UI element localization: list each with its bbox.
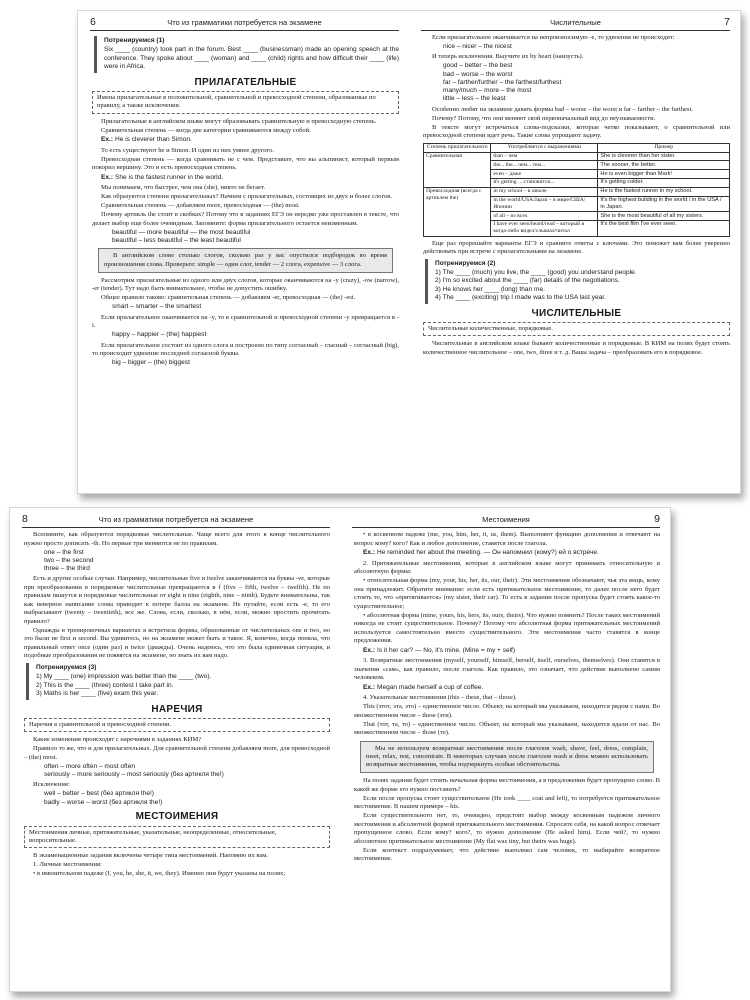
word-list	[44, 790, 330, 807]
paragraph: Как образуются степени прилагательных? Начнем с прилагательных, состоящих из двух и более слогов.	[101, 193, 392, 201]
list-item: far – farther/further – the farthest/furthest	[443, 78, 562, 86]
list-item: one – the first	[44, 548, 84, 556]
bullet-text: относительная форма (my, your, his, her, its, our, their). Эти местоимения обозначают, чья эта вещь, кому она принадлежит. Обратите внимание: если есть притяжательное местоимение, то далее после него будет стоять то, что «притягивается» (my sister, their car). То есть в задании после пропуска будет стоять какое-то существительное;	[354, 577, 660, 610]
page-header	[90, 16, 399, 31]
paragraph: This (этот, эта, это) – единственное число. Объект, на который мы указываем, находится рядом с нами. Во множественном числе – these (эти).	[354, 703, 660, 719]
page-number: 6	[90, 16, 96, 28]
practice-box	[425, 259, 730, 304]
paragraph: На полях задания будет стоять начальная форма местоимения, а в предложении будет пропущено слово. В какой же форме его нужно поставить?	[354, 777, 660, 793]
table-cell: She is cleverer than her sister.	[598, 152, 730, 161]
practice-item: 1) The ____ (much) you live, the ____ (good) you understand people.	[435, 268, 637, 276]
note-box: В английском слове столько слогов, сколько раз у вас опустился подбородок во время произношения слова. Проверьте: simple — один слог, tender — 2 слога, expensive — 3 слога.	[98, 248, 393, 273]
list-item: many/much – more – the most	[443, 87, 532, 95]
table-cell: even – даже	[491, 170, 598, 179]
bullet-text: в именительном падеже (I, you, he, she, it, we, they). Именно они будут указаны на полях;	[36, 870, 286, 878]
practice-title: Потренируемся (2)	[435, 259, 496, 267]
paragraph: Еще раз прорешайте варианты ЕГЭ и сравните ответы с ключами. Это поможет вам более уверенно действовать при встрече с прилагательными на экзамене.	[423, 239, 730, 256]
word-list	[44, 763, 330, 780]
table-cell: in my school – в школе	[491, 187, 598, 196]
practice-item: 3) He knows her ____ (long) than me.	[435, 285, 545, 293]
example-text: He is cleverer than Simon.	[115, 136, 192, 144]
section-title: ЧИСЛИТЕЛЬНЫЕ	[531, 307, 622, 319]
bullet-text: в косвенном падеже (me, you, him, her, it, us, them). Выполняют функцию дополнения и отвечают на вопрос кому? кого? Как и любое дополнение, ставятся после глагола.	[354, 531, 660, 547]
paragraph: 2. Притяжательные местоимения, которые в английском языке могут принимать относительную и абсолютную формы:	[354, 559, 660, 575]
list-item: nice – nicer – the nicest	[443, 43, 512, 50]
paragraph: Если прилагательное оканчивается на -y, то в сравнительной и превосходной степени -y превращается в -i.	[92, 313, 399, 330]
rule-box: Местоимения личные, притяжательные, указательные, неопределенные, относительные, вопросительные.	[24, 826, 330, 849]
section-title: МЕСТОИМЕНИЯ	[135, 811, 219, 822]
practice-text: Six ____ (country) took part in the forum. Best ____ (businessman) made an opening speech at the conference. They spoke about ____ (woman) and ____ (child) rights and how difficult their ____ (life) were in Africa.	[104, 46, 399, 71]
list-item: good – better – the best	[443, 62, 513, 70]
example-label: Ex.:	[363, 646, 376, 654]
paragraph: Почему? Потому, что они меняют свой первоначальный вид до неузнаваемости.	[432, 114, 656, 122]
practice-item: 4) The ____ (exciting) trip I made was to the USA last year.	[435, 294, 606, 302]
page-number: 8	[22, 513, 28, 525]
example-text: Megan made herself a cup of coffee.	[377, 683, 484, 691]
paragraph: That (тот, та, то) – единственное число. Объект, на который мы указываем, находится вдали от нас. Во множественном числе – those (те).	[354, 720, 660, 736]
practice-item: 3) Maths is her ____ (five) exam this year.	[36, 690, 158, 698]
paragraph: 4. Указательные местоимения (this – these, that – those).	[363, 694, 517, 701]
practice-item: 2) This is the ____ (three) contest I take part in.	[36, 681, 174, 689]
word-list	[112, 331, 399, 339]
paragraph: Мы понимаем, что быстрее, чем она (she), никто не бегает.	[101, 184, 266, 192]
running-title: Что из грамматики потребуется на экзамене	[167, 18, 322, 27]
page-number: 9	[654, 513, 660, 525]
list-item: seriously – more seriously – most seriously (без артикля the!)	[44, 771, 224, 779]
practice-item: 2) I'm so excited about the ____ (far) details of the negotiations.	[435, 277, 620, 285]
list-item: beautiful — more beautiful — the most beautiful	[112, 228, 251, 236]
paragraph: И теперь исключения. Выучите их by heart (наизусть).	[432, 53, 584, 61]
paragraph: Прилагательные в английском языке могут образовывать сравнительную и превосходную степень.	[101, 117, 377, 125]
table-cell: Превосходная (всегда с артиклем the)	[424, 187, 491, 236]
paragraph: Особенно любят на экзамене давать формы bad – worse – the worst и far – farther – the furthest.	[432, 105, 693, 113]
table-row	[424, 187, 730, 196]
example-text: He reminded her about the meeting. — Он напомнил (кому?) ей о встрече.	[377, 549, 599, 556]
paragraph: Общее правило таково: сравнительная степень — добавляем -er, превосходная — (the) -est.	[101, 294, 356, 302]
list-item: three – the third	[44, 565, 90, 573]
page-9	[340, 508, 670, 991]
paragraph: 1. Личные местоимения:	[33, 861, 102, 869]
table-cell: She is the most beautiful of all my sisters.	[598, 212, 730, 221]
page-body	[354, 531, 660, 864]
example-label: Ex.:	[363, 549, 376, 556]
paragraph: То есть существуют he и Simon. И один из них умнее другого.	[101, 146, 274, 154]
list-item: two – the second	[44, 556, 94, 564]
grammar-table	[423, 143, 730, 237]
table-cell: It's getting colder.	[598, 178, 730, 187]
page-8	[10, 508, 340, 991]
page-header	[352, 513, 660, 528]
bullet-item: • относительная форма (my, your, his, her, its, our, their). Эти местоимения обозначают, чья эта вещь, кому она принадлежит. Обратите внимание: если есть притяжательное местоимение, то далее после него будет стоять то, что «притягивается» (my sister, their car). То есть в задании после пропуска будет стоять какое-то существительное;	[354, 577, 660, 610]
table-header: Степень прилагательного	[424, 143, 491, 152]
table-cell: The sooner, the better.	[598, 161, 730, 170]
word-list	[44, 549, 330, 574]
rule-box: Имена прилагательные в положительной, сравнительной и превосходной степени, образованные по правилу, а также исключения.	[92, 91, 399, 114]
paragraph: Однажды в тренировочных вариантах я встретила формы, образованные от числительных one и two, но это были не first и second. Вы удивитесь, но на экзамене может быть и такое. Я, конечно, когда поняла, что правильный ответ once (один раз) и twice (дважды). Очень надеюсь, что это была единичная ситуация, и подобные преобразования не появятся на экзамене, но знать их вам надо.	[24, 626, 330, 660]
example-label: Ex.:	[363, 683, 376, 691]
table-cell: He is the fastest runner in my school.	[598, 187, 730, 196]
table-cell: it's getting ... становится...	[491, 178, 598, 187]
paragraph: Если контекст подразумевает, что действие выполнял сам человек, то выбирайте возвратное местоимение.	[354, 846, 660, 863]
paragraph: Есть и другие особые случаи. Например, числительные five и twelve заканчиваются на буквы -ve, которые при преобразовании в порядковые числительные превращаются в f (five – fifth, twelve – twelfth). Не по правилам пишутся и порядковые числительные от eight и nine (eighth, nine – ninth). Будьте внимательны, так как неверное написание слова приводит к потере балла на экзамене. Не путайте, если есть -e, то его выбрасывают (twenty – twentieth), все же. Слова, если, сколько, в нём, если, можно простить прочитать правило?	[24, 575, 330, 625]
paragraph: Рассмотрим прилагательные из одного или двух слогов, которые оканчиваются на -y (crazy), -ow (narrow), -er (tender). Тут надо быть внимательнее, чтобы не допустить ошибку.	[92, 276, 399, 293]
example-label: Ex.:	[101, 136, 114, 144]
list-item: little – less – the least	[443, 95, 506, 103]
table-cell: the... the... чем... тем...	[491, 161, 598, 170]
page-body	[24, 531, 330, 879]
example	[363, 549, 660, 558]
paragraph: Если после пропуска стоит существительное (He took ____ coat and left), то потребуется притяжательное местоимение. В нашем примере – his.	[354, 794, 660, 811]
table-cell: It's the best film I've ever seen.	[598, 220, 730, 236]
paragraph: Если прилагательное оканчивается на непроизносимую -e, то удвоения не происходит:	[432, 34, 675, 41]
page-header	[22, 513, 330, 528]
table-cell: I have ever seen/heard/read – который я когда-либо видел/слышал/читал	[491, 220, 598, 236]
example	[101, 136, 399, 145]
list-item: well – better – best (без артикля the!)	[44, 790, 154, 798]
book-spread-bottom	[9, 507, 671, 992]
table-cell: Сравнительная	[424, 152, 491, 187]
list-item: beautiful – less beautiful – the least beautiful	[112, 237, 241, 245]
word-list	[443, 62, 730, 103]
table-cell: He is even bigger than Mark!	[598, 170, 730, 179]
list-item: smart – smarter – the smartest	[112, 303, 202, 311]
paragraph: Какие изменения происходят с наречиями в заданиях КИМ?	[33, 736, 202, 744]
table-header: Пример	[598, 143, 730, 152]
paragraph: Сравнительная степень — когда две категории сравниваются между собой.	[101, 126, 311, 134]
running-title: Числительные	[550, 18, 601, 27]
bullet-item: • в именительном падеже (I, you, he, she, it, we, they). Именно они будут указаны на полях;	[33, 870, 286, 878]
paragraph: Исключения:	[33, 781, 70, 789]
table-header: Употребляется с выражениями	[491, 143, 598, 152]
rule-box: Наречия в сравнительной и превосходной степени.	[24, 718, 330, 732]
book-spread-top	[77, 10, 741, 494]
example-text: Is it her car? — No, it's mine. (Mine = my + self)	[377, 646, 516, 654]
paragraph: Вспомните, как образуются порядковые числительные. Чаще всего для этого в конце числительного нужно просто дописать -th. Но первые три меняются не по правилам.	[24, 531, 330, 547]
paragraph: Сравнительная степень — добавляем more, превосходная — (the) most.	[101, 202, 300, 210]
table-row	[424, 152, 730, 161]
table-header-row	[424, 143, 730, 152]
list-item: often – more often – most often	[44, 762, 135, 770]
word-list	[112, 359, 399, 367]
bullet-text: абсолютная форма (mine, yours, his, hers, its, ours, theirs). Что нужно помнить? После таких местоимений никогда не стоит существительное. Почему? Потому что абсолютная форма притяжательных местоимений используется самостоятельно вместо существительного. Эти местоимения часто ставятся в конце предложения.	[354, 611, 660, 644]
list-item: happy – happier – (the) happiest	[112, 331, 207, 339]
list-item: badly – worse – worst (без артикля the!)	[44, 798, 163, 806]
list-item: big – bigger – (the) biggest	[112, 359, 190, 366]
running-title: Местоимения	[482, 515, 530, 524]
example	[363, 647, 660, 656]
paragraph: 3. Возвратные местоимения (myself, yourself, himself, herself, itself, ourselves, themselves). Они ставятся в значении «сам», как правило, после глагола. Как правило, это означает, что действие выполнено самим человеком.	[354, 657, 660, 681]
page-header	[421, 16, 730, 31]
paragraph: В тексте могут встречаться слова-подсказки, которые четко показывают, о сравнительной или превосходной степени идет речь. Такие слова упрощают задачу.	[423, 123, 730, 140]
paragraph: Числительные в английском языке бывают количественные и порядковые. В КИМ на полях будет стоять количественное числительное – one, two, three и т. д. Ваша задача – преобразовать его в порядковое.	[423, 340, 730, 356]
paragraph: Правило то же, что и для прилагательных. Для сравнительной степени добавляем more, для превосходной – (the) most.	[24, 745, 330, 761]
practice-item: 1) My ____ (one) impression was better than the ____ (two).	[36, 673, 212, 681]
list-item: bad – worse – the worst	[443, 70, 513, 78]
paragraph: В экзаменационные задания включены четыре типа местоимений. Напомню их вам.	[33, 852, 269, 860]
bullet-item: • в косвенном падеже (me, you, him, her, it, us, them). Выполняют функцию дополнения и отвечают на вопрос кому? кого? Как и любое дополнение, ставятся после глагола.	[354, 531, 660, 547]
practice-title: Потренируемся (1)	[104, 37, 165, 44]
paragraph: Если существительного нет, то, очевидно, предстоит выбор между косвенным падежом личного местоимения и абсолютной формой притяжательного местоимения. Спросите себя, на какой вопрос отвечает пропущенное слово. Если кому? кого?, то нужно дополнение (He asked him). Если чей?, то нужно абсолютное притяжательное местоимение (My flat was tiny, but theirs was huge).	[354, 812, 660, 845]
note-box: Мы не используем возвратные местоимения после глаголов wash, shave, feel, dress, complain, meet, relax, rest, concentrate. В некоторых случаях после глаголов wash и dress можно использовать возвратные местоимения, чтобы подчеркнуть особые обстоятельства.	[360, 741, 654, 774]
paragraph: Почему артикль the стоит в скобках? Потому что в заданиях ЕГЭ он нередко уже проставлен в тексте, что делает выбор еще более очевидным. Запомните: форма прилагательного остается неизменным.	[92, 211, 399, 227]
page-number: 7	[724, 16, 730, 28]
example-text: She is the fastest runner in the world.	[115, 173, 224, 181]
practice-box	[94, 36, 399, 73]
page-body	[92, 34, 399, 369]
table-cell: It's the highest building in the world / in the USA / in Japan.	[598, 196, 730, 212]
table-cell: than – чем	[491, 152, 598, 161]
section-title: ПРИЛАГАТЕЛЬНЫЕ	[194, 76, 297, 88]
rule-box: Числительные количественные, порядковые.	[423, 322, 730, 336]
paragraph: Если прилагательное состоит из одного слога и построено по типу согласный – гласный – согласный (big), то происходит удвоение последней согласной буквы.	[92, 341, 399, 357]
page-body	[423, 34, 730, 358]
section-title: НАРЕЧИЯ	[151, 703, 203, 715]
word-list	[112, 303, 399, 311]
word-list	[443, 43, 730, 51]
table-cell: in the world/USA/Japan – в мире/США/Японии	[491, 196, 598, 212]
bullet-item: • абсолютная форма (mine, yours, his, hers, its, ours, theirs). Что нужно помнить? После таких местоимений никогда не стоит существительное. Почему? Потому что абсолютная форма притяжательных местоимений используется самостоятельно вместо существительного. Эти местоимения часто ставятся в конце предложения.	[354, 611, 660, 644]
practice-box	[26, 663, 330, 700]
example	[363, 684, 660, 693]
paragraph: Превосходная степень — когда сравнивать не с чем. Представьте, что вы альпинист, который первым покорил вершину. Это и есть превосходная степень.	[92, 155, 399, 172]
page-7	[409, 11, 740, 493]
example	[101, 174, 399, 183]
table-cell: of all – из всех	[491, 212, 598, 221]
word-list	[112, 229, 399, 246]
page-6	[78, 11, 409, 493]
practice-title: Потренируемся (3)	[36, 663, 97, 671]
example-label: Ex.:	[101, 173, 114, 181]
running-title: Что из грамматики потребуется на экзамене	[98, 515, 254, 524]
